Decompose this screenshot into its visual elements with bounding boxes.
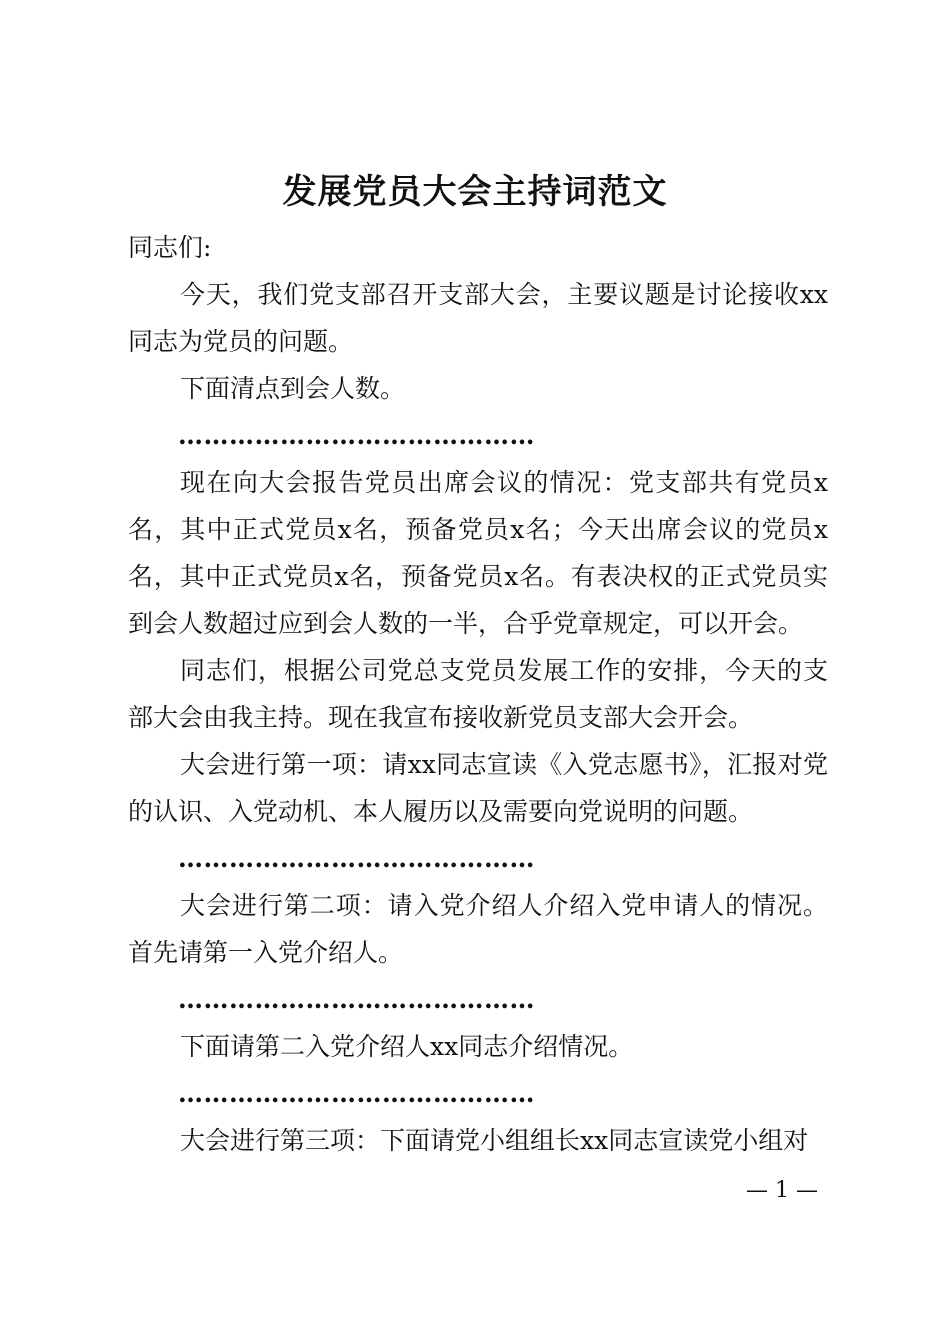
page-number: — 1 — — [746, 1178, 818, 1203]
document-body — [128, 224, 828, 1164]
paragraph-agenda-item-one: 大会进行第一项：请xx同志宣读《入党志愿书》，汇报对党的认识、入党动机、本人履历以及需要向党说明的问题。 — [128, 750, 828, 826]
paragraph-agenda-item-three: 大会进行第三项：下面请党小组组长xx同志宣读党小组对 — [180, 1126, 809, 1155]
paragraph-agenda-item-two: 大会进行第二项：请入党介绍人介绍入党申请人的情况。首先请第一入党介绍人。 — [128, 891, 828, 967]
paragraph-meeting-opening: 同志们，根据公司党总支党员发展工作的安排，今天的支部大会由我主持。现在我宣布接收新党员支部大会开会。 — [128, 656, 828, 732]
paragraph-roll-call: 下面清点到会人数。 — [180, 374, 406, 403]
paragraph-attendance-report: 现在向大会报告党员出席会议的情况：党支部共有党员x名，其中正式党员x名，预备党员x名；今天出席会议的党员x名，其中正式党员x名，预备党员x名。有表决权的正式党员实到会人数超过应到会人数的一半，合乎党章规定，可以开会。 — [128, 468, 828, 638]
ellipsis-separator: …………………………………… — [178, 985, 535, 1014]
ellipsis-separator: …………………………………… — [178, 1079, 535, 1108]
paragraph-opening: 今天，我们党支部召开支部大会，主要议题是讨论接收xx同志为党员的问题。 — [128, 280, 828, 356]
ellipsis-separator: …………………………………… — [178, 844, 535, 873]
document-title: 发展党员大会主持词范文 — [282, 172, 668, 212]
paragraph-second-introducer: 下面请第二入党介绍人xx同志介绍情况。 — [180, 1032, 634, 1061]
salutation: 同志们: — [128, 233, 212, 262]
ellipsis-separator: …………………………………… — [178, 421, 535, 450]
